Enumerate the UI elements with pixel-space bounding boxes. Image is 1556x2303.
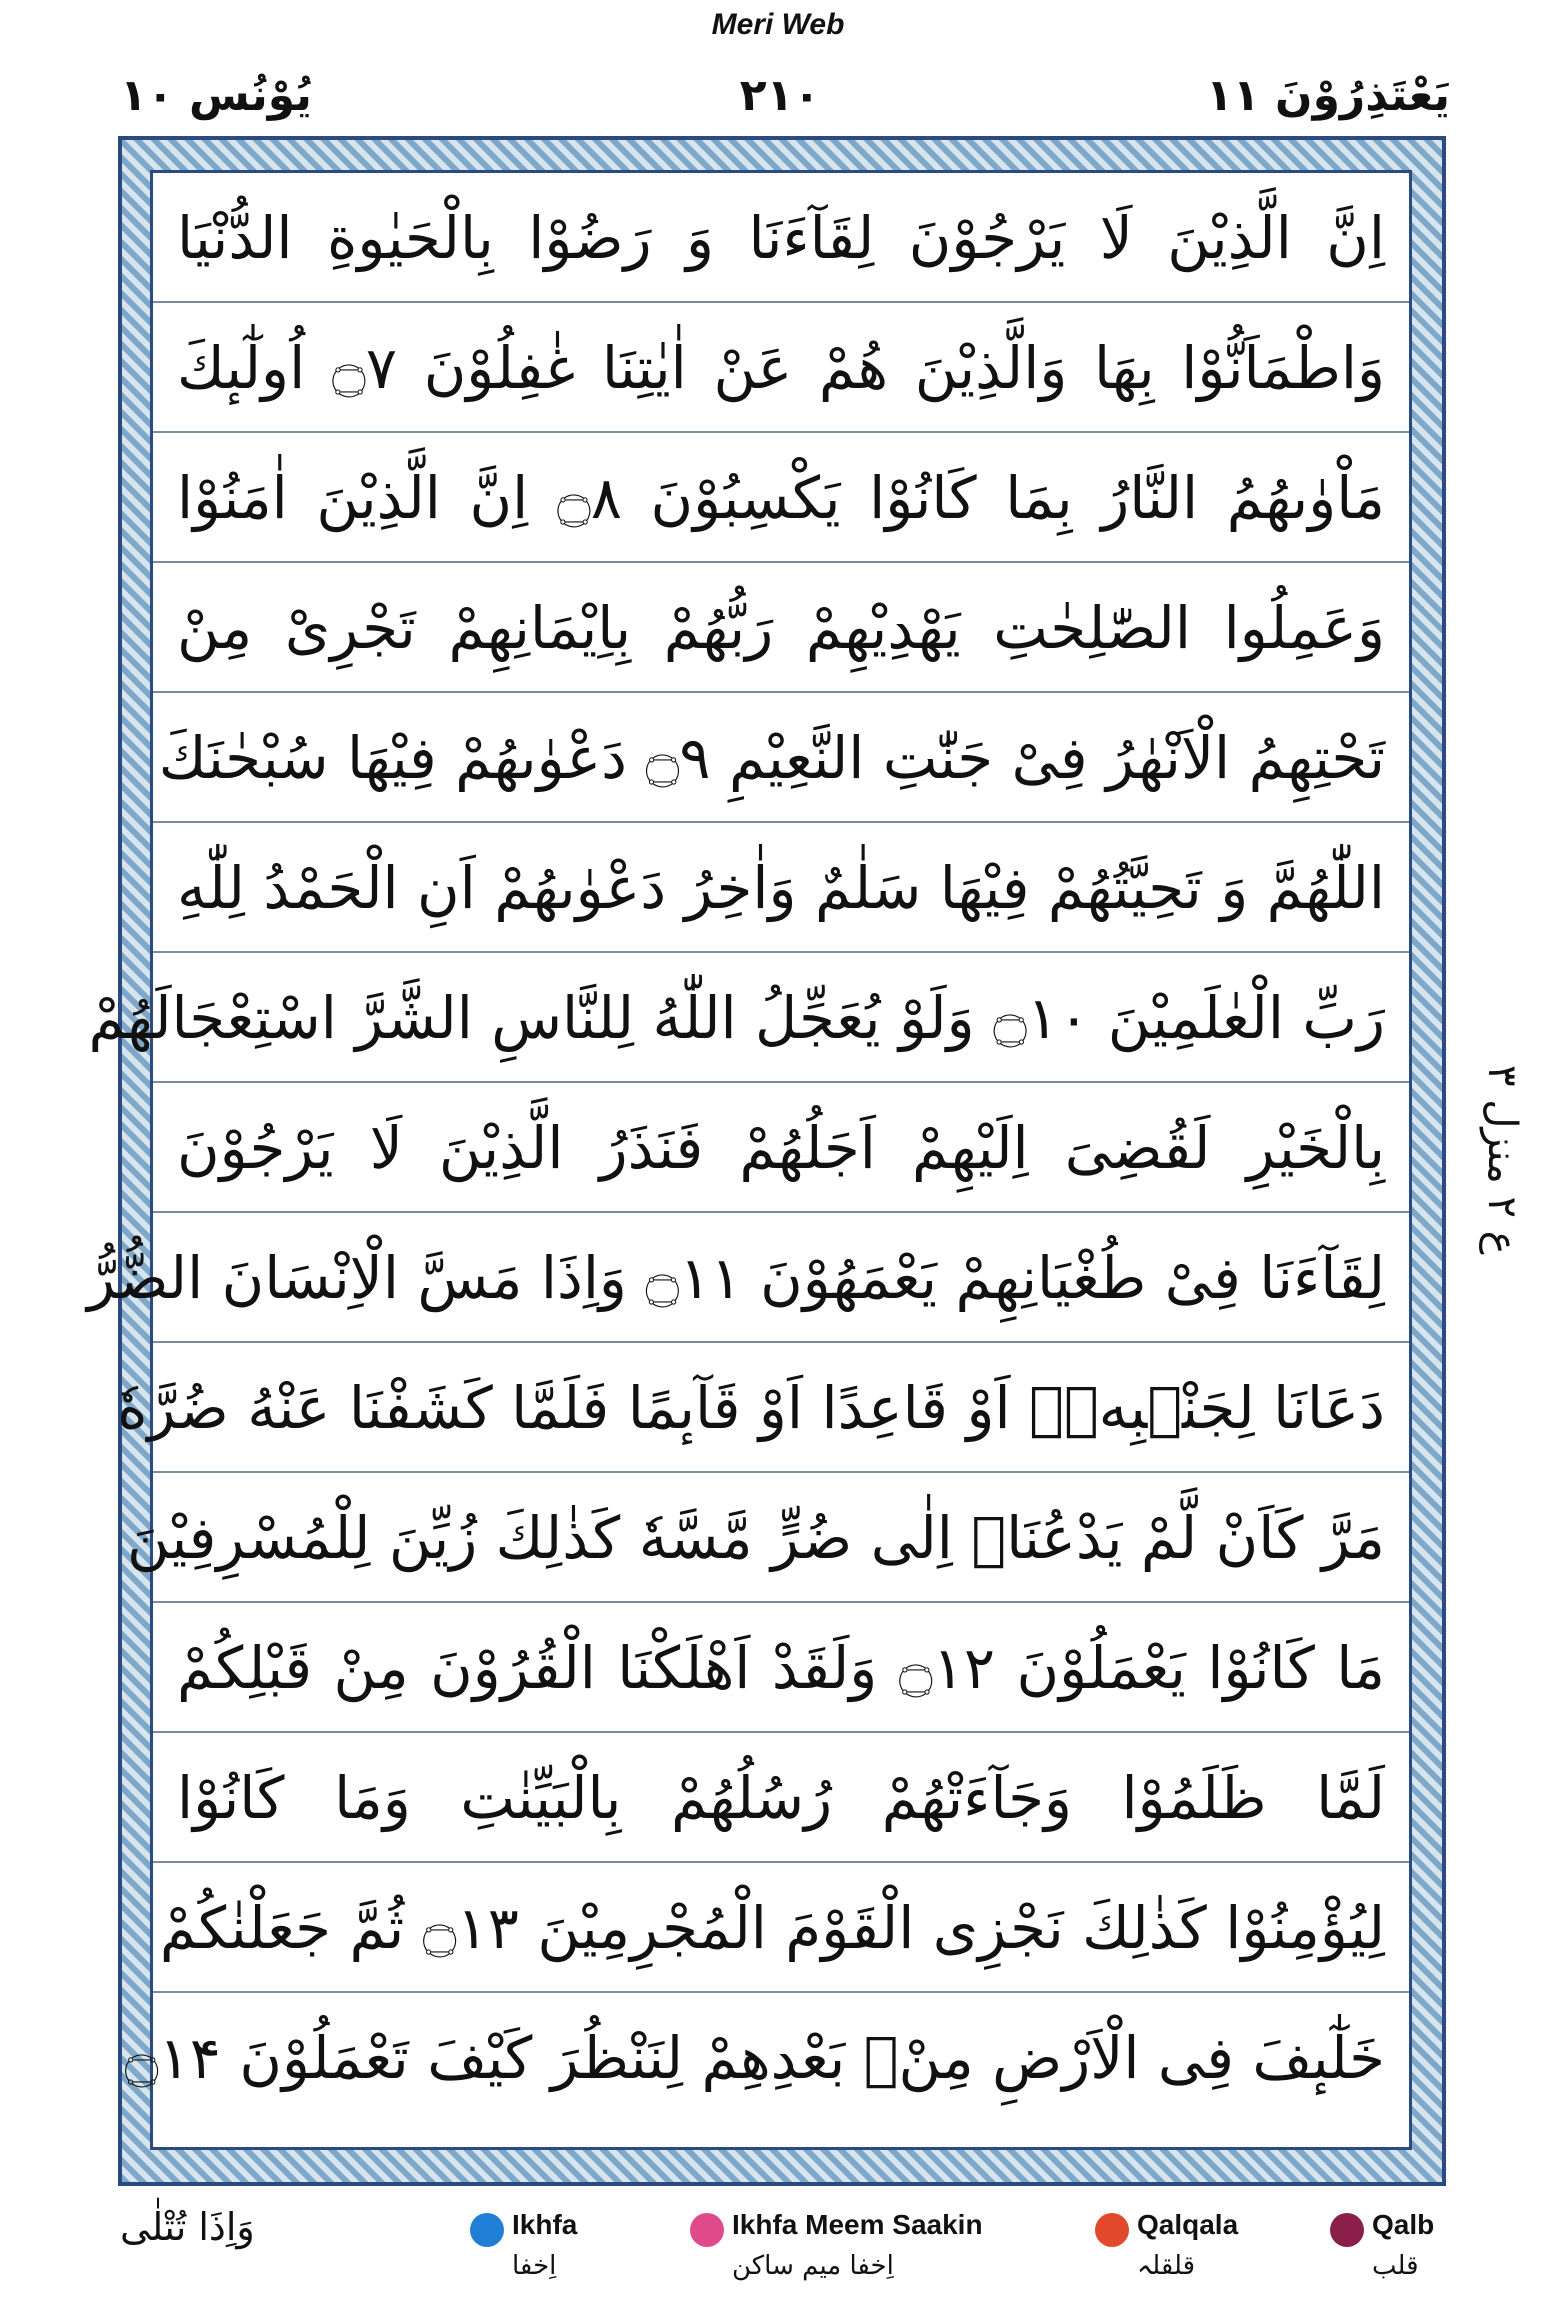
verse-line: بِالْخَیْرِ لَقُضِیَ اِلَیْهِمْ اَجَلُهُمْ فَنَذَرُ الَّذِیْنَ لَا یَرْجُوْنَ [153, 1083, 1409, 1213]
legend-label: Qalqala [1137, 2209, 1239, 2240]
manzil-marker: ع ۲ منزل ۳ [1479, 1065, 1525, 1255]
legend-dot-qalqala [1095, 2213, 1129, 2247]
legend-label-urdu: قلب [1372, 2251, 1419, 2281]
verse-line: دَعَانَا لِجَنْۢبِهٖۤ اَوْ قَاعِدًا اَوْ قَآىٕمًا فَلَمَّا كَشَفْنَا عَنْهُ ضُرَّهٗ [153, 1343, 1409, 1473]
legend-dot-qalb [1330, 2213, 1364, 2247]
verse-line: رَبِّ الْعٰلَمِیْنَ ۝۱۰ وَلَوْ یُعَجِّلُ اللّٰهُ لِلنَّاسِ الشَّرَّ اسْتِعْجَالَهُمْ [153, 953, 1409, 1083]
verse-line: اِنَّ الَّذِیْنَ لَا یَرْجُوْنَ لِقَآءَنَا وَ رَضُوْا بِالْحَیٰوةِ الدُّنْیَا [153, 173, 1409, 303]
verse-line: مَاْوٰىهُمُ النَّارُ بِمَا كَانُوْا یَكْسِبُوْنَ ۝۸ اِنَّ الَّذِیْنَ اٰمَنُوْا [153, 433, 1409, 563]
legend-label-urdu: قلقلہ [1137, 2251, 1196, 2281]
surah-name: یُوْنُس ۱۰ [120, 70, 312, 121]
page-number: ۲۱۰ [739, 70, 821, 121]
verse-line: وَاطْمَاَنُّوْا بِهَا وَالَّذِیْنَ هُمْ عَنْ اٰیٰتِنَا غٰفِلُوْنَ ۝۷ اُولٰٓىٕكَ [153, 303, 1409, 433]
verse-line: تَحْتِهِمُ الْاَنْهٰرُ فِیْ جَنّٰتِ النَّعِیْمِ ۝۹ دَعْوٰىهُمْ فِیْهَا سُبْحٰنَكَ [153, 693, 1409, 823]
legend-label-urdu: اِخفا میم ساکن [732, 2251, 894, 2281]
verse-line: لَمَّا ظَلَمُوْا وَجَآءَتْهُمْ رُسُلُهُمْ بِالْبَیِّنٰتِ وَمَا كَانُوْا [153, 1733, 1409, 1863]
verse-line: لِقَآءَنَا فِیْ طُغْیَانِهِمْ یَعْمَهُوْنَ ۝۱۱ وَاِذَا مَسَّ الْاِنْسَانَ الضُّرُّ [153, 1213, 1409, 1343]
verse-line: مَرَّ كَاَنْ لَّمْ یَدْعُنَاۤ اِلٰى ضُرٍّ مَّسَّهٗ كَذٰلِكَ زُیِّنَ لِلْمُسْرِفِیْنَ [153, 1473, 1409, 1603]
verse-line: خَلٰٓىٕفَ فِی الْاَرْضِ مِنْۢ بَعْدِهِمْ لِنَنْظُرَ كَیْفَ تَعْمَلُوْنَ ۝۱۴ [124, 2024, 1385, 2092]
legend-label: Ikhfa [512, 2209, 578, 2240]
verse-line: مَا كَانُوْا یَعْمَلُوْنَ ۝۱۲ وَلَقَدْ اَهْلَكْنَا الْقُرُوْنَ مِنْ قَبْلِكُمْ [153, 1603, 1409, 1733]
para-name: یَعْتَذِرُوْنَ ۱۱ [1205, 70, 1450, 121]
site-title: Meri Web [711, 8, 845, 41]
legend-label: Qalb [1372, 2209, 1435, 2240]
verse-line: لِیُؤْمِنُوْا كَذٰلِكَ نَجْزِی الْقَوْمَ الْمُجْرِمِیْنَ ۝۱۳ ثُمَّ جَعَلْنٰكُمْ [153, 1863, 1409, 1993]
legend-dot-ikhfa-meem [690, 2213, 724, 2247]
legend-dot-ikhfa [470, 2213, 504, 2247]
text-panel [87, 170, 1412, 2150]
legend-label: Ikhfa Meem Saakin [732, 2209, 983, 2240]
verse-line: اللّٰهُمَّ وَ تَحِیَّتُهُمْ فِیْهَا سَلٰمٌ وَاٰخِرُ دَعْوٰىهُمْ اَنِ الْحَمْدُ لِلّٰهِ [153, 823, 1409, 953]
catchword: وَاِذَا تُتْلٰى [120, 2205, 255, 2249]
page-header [110, 60, 1450, 140]
legend-label-urdu: اِخفا [512, 2251, 557, 2281]
page-footer [100, 2205, 1460, 2295]
verse-line: وَعَمِلُوا الصّٰلِحٰتِ یَهْدِیْهِمْ رَبُّهُمْ بِاِیْمَانِهِمْ تَجْرِیْ مِنْ [153, 563, 1409, 693]
